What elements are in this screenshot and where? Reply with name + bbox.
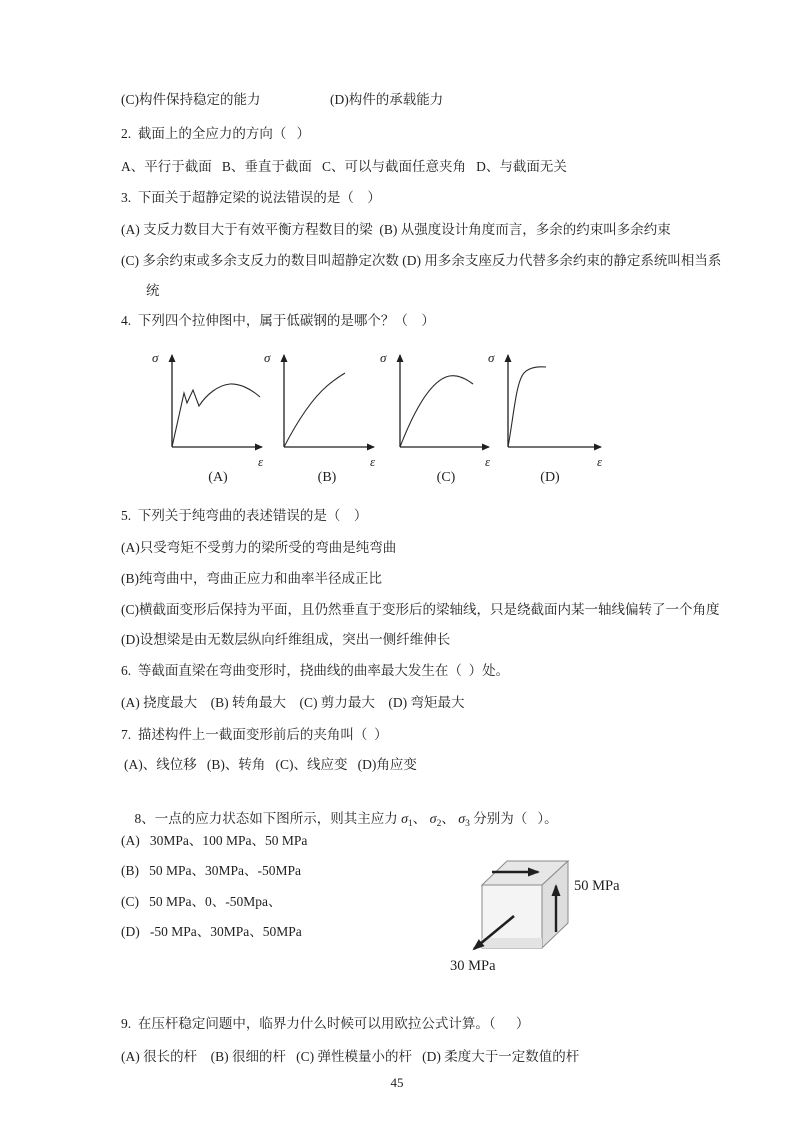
q9-stem: 9. 在压杆稳定问题中，临界力什么时候可以用欧拉公式计算。（ ） (121, 1016, 530, 1031)
chart-c-label: (C) (436, 470, 456, 485)
q8-option-d: (D) -50 MPa、30MPa、50MPa (121, 924, 302, 939)
q8-option-a: (A) 30MPa、100 MPa、50 MPa (121, 833, 308, 848)
q7-stem: 7. 描述构件上一截面变形前后的夹角叫（ ） (121, 727, 388, 742)
epsilon-axis-label: ε (370, 454, 376, 469)
sigma-axis-label: σ (488, 350, 495, 365)
epsilon-axis-label: ε (258, 454, 264, 469)
chart-b-curve (284, 373, 345, 447)
chart-b (264, 350, 376, 485)
stress-cube-figure (440, 848, 670, 988)
q6-stem: 6. 等截面直梁在弯曲变形时，挠曲线的曲率最大发生在（ ）处。 (121, 663, 510, 678)
q6-options: (A) 挠度最大 (B) 转角最大 (C) 剪力最大 (D) 弯矩最大 (121, 695, 465, 710)
sigma3-symbol: $\sigma_3$ (458, 811, 470, 829)
chart-d-label: (D) (540, 470, 560, 485)
cube-front-shading (482, 938, 542, 948)
page-number: 45 (390, 1075, 404, 1090)
q8-option-c: (C) 50 MPa、0、-50Mpa、 (121, 894, 282, 909)
chart-d (488, 350, 603, 485)
q3-options-cd: (C) 多余约束或多余支反力的数目叫超静定次数 (D) 用多余支座反力代替多余约束的静定系统叫相当系 (121, 253, 722, 268)
separator: 、 (441, 810, 459, 826)
sigma-axis-label: σ (152, 350, 159, 365)
q8-option-b: (B) 50 MPa、30MPa、-50MPa (121, 863, 302, 878)
stress-strain-diagrams (140, 340, 640, 500)
q3-options-ab: (A) 支反力数目大于有效平衡方程数目的梁 (B) 从强度设计角度而言，多余的约束叫多余约束 (121, 222, 671, 237)
q5-option-c: (C)横截面变形后保持为平面，且仍然垂直于变形后的梁轴线，只是绕截面内某一轴线偏转了一个角度 (121, 602, 720, 617)
chart-a-curve (172, 384, 260, 447)
epsilon-axis-label: ε (485, 454, 491, 469)
q5-stem: 5. 下列关于纯弯曲的表述错误的是（ ） (121, 508, 368, 523)
q9-options: (A) 很长的杆 (B) 很细的杆 (C) 弹性模量小的杆 (D) 柔度大于一定数值的杆 (121, 1049, 580, 1064)
q3-option-d-continuation: 统 (146, 283, 160, 298)
chart-c-curve (400, 376, 473, 447)
q4-stem: 4. 下列四个拉伸图中，属于低碳钢的是哪个？（ ） (121, 313, 435, 328)
q5-option-d: (D)设想梁是由无数层纵向纤维组成，突出一侧纤维伸长 (121, 632, 451, 647)
q2-stem: 2. 截面上的全应力的方向（ ） (121, 126, 310, 141)
q7-options: (A)、线位移 (B)、转角 (C)、线应变 (D)角应变 (124, 757, 417, 772)
q2-options: A、平行于截面 B、垂直于截面 C、可以与截面任意夹角 D、与截面无关 (121, 159, 567, 174)
sigma-axis-label: σ (264, 350, 271, 365)
q1-option-c: (C)构件保持稳定的能力 (121, 92, 261, 107)
q8-stem-prefix: 8、一点的应力状态如下图所示，则其主应力 (134, 810, 402, 826)
chart-a (152, 350, 264, 485)
epsilon-axis-label: ε (597, 454, 603, 469)
stress-label-30mpa: 30 MPa (450, 958, 496, 974)
sigma1-symbol: $\sigma_1$ (401, 811, 413, 829)
q5-option-b: (B)纯弯曲中，弯曲正应力和曲率半径成正比 (121, 571, 382, 586)
stress-label-50mpa: 50 MPa (574, 878, 620, 894)
q8-stem-suffix: 分别为（ ）。 (469, 810, 558, 826)
q5-option-a: (A)只受弯矩不受剪力的梁所受的弯曲是纯弯曲 (121, 540, 397, 555)
separator: 、 (412, 810, 430, 826)
chart-d-curve (508, 367, 546, 447)
q3-stem: 3. 下面关于超静定梁的说法错误的是（ ） (121, 190, 381, 205)
chart-a-label: (A) (208, 470, 228, 485)
sigma-axis-label: σ (380, 350, 387, 365)
q1-option-d: (D)构件的承载能力 (330, 92, 444, 107)
chart-b-label: (B) (317, 470, 337, 485)
sigma2-symbol: $\sigma_2$ (429, 811, 442, 829)
chart-c (380, 350, 491, 485)
